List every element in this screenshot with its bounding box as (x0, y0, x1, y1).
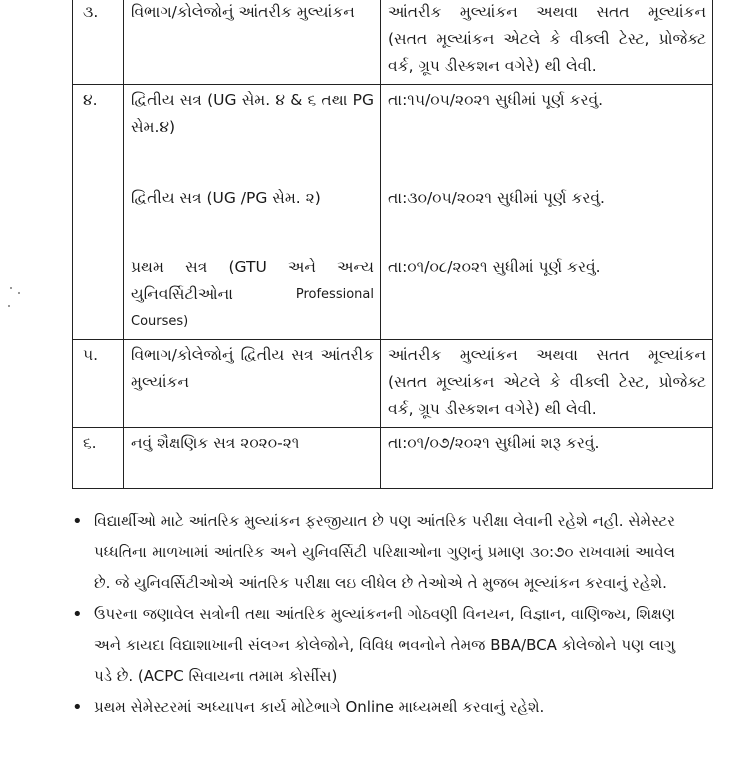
action-line: આંતરીક મુલ્યાંકન અથવા સતત મૂલ્યાંકન (388, 346, 706, 364)
item-line: મુલ્યાંકન (131, 373, 189, 391)
action-line: (સતત મૂલ્યાંકન એટલે કે વીક્લી ટેસ્ટ, પ્રોજેક્ટ (388, 30, 706, 48)
row-number: ૪. (73, 85, 124, 340)
row-action (381, 428, 713, 489)
list-item (70, 692, 675, 723)
item-line: દ્વિતીય સત્ર (UG /PG સેમ. ૨) (131, 189, 321, 207)
action-line: તા:૧૫/૦૫/૨૦૨૧ સુધીમાં પૂર્ણ કરવું. (388, 91, 604, 109)
item-line: સેમ.૪) (131, 118, 176, 136)
row-action (381, 85, 713, 340)
action-line: વર્ક, ગ્રૂપ ડીસ્કશન વગેરે) થી લેવી. (388, 400, 597, 418)
row-item (124, 85, 381, 340)
item-line: વિભાગ/કોલેજોનું આંતરીક મુલ્યાંકન (131, 3, 355, 21)
row-item (124, 340, 381, 428)
row-number: ૩. (73, 0, 124, 85)
list-item (70, 599, 675, 692)
action-line: વર્ક, ગ્રૂપ ડીસ્કશન વગેરે) થી લેવી. (388, 57, 597, 75)
action-line: તા:૦૧/૦૮/૨૦૨૧ સુધીમાં પૂર્ણ કરવું. (388, 258, 601, 276)
schedule-table (72, 0, 713, 489)
row-action (381, 340, 713, 428)
row-item (124, 428, 381, 489)
action-line: તા:૩૦/૦૫/૨૦૨૧ સુધીમાં પૂર્ણ કરવું. (388, 189, 605, 207)
notes-list (70, 506, 675, 723)
row-item (124, 0, 381, 85)
row-action (381, 0, 713, 85)
table-row (73, 85, 713, 340)
item-line: વિભાગ/કોલેજોનું દ્વિતીય સત્ર આંતરીક (131, 346, 374, 364)
item-line: Courses) (131, 314, 189, 329)
action-line: આંતરીક મુલ્યાંકન અથવા સતત મૂલ્યાંકન (388, 3, 706, 21)
item-line: પ્રથમ સત્ર (GTU અને અન્ય (131, 258, 374, 276)
action-line: તા:૦૧/૦૭/૨૦૨૧ સુધીમાં શરૂ કરવું. (388, 434, 600, 452)
note-text: ઉપરના જણાવેલ સત્રોની તથા આંતરિક મુલ્યાંકનની ગોઠવણી વિનયન, વિજ્ઞાન, વાણિજ્ય, શિક્ષણ અને કાયદા વિદ્યાશાખાની સંલગ્ન કોલેજોને, વિવિધ ભવનોને તેમજ BBA/BCA કોલેજોને પણ લાગુ પડે છે. (ACPC સિવાયના તમામ કોર્સીસ) (94, 605, 675, 685)
note-text: પ્રથમ સેમેસ્ટરમાં અધ્યાપન કાર્ય મોટેભાગે Online માધ્યમથી કરવાનું રહેશે. (94, 698, 545, 716)
table-row (73, 340, 713, 428)
scan-speck (8, 305, 10, 307)
scan-speck (10, 287, 12, 289)
table-row (73, 0, 713, 85)
item-line: યુનિવર્સિટીઓના Professional (131, 285, 374, 303)
row-number: ૬. (73, 428, 124, 489)
bullet-icon: • (72, 604, 83, 625)
note-text: વિદ્યાર્થીઓ માટે આંતરિક મુલ્યાંકન ફરજીયાત છે પણ આંતરિક પરીક્ષા લેવાની રહેશે નહી. સેમેસ્ટર પધ્ધતિના માળખામાં આંતરિક અને યુનિવર્સિટી પરિક્ષાઓના ગુણનું પ્રમાણ ૩૦:૭૦ રાખવામાં આવેલ છે. જે યુનિવર્સિટીઓએ આંતરિક પરીક્ષા લઇ લીધેલ છે તેઓએ તે મુજબ મૂલ્યાંકન કરવાનું રહેશે. (94, 512, 675, 592)
bullet-icon: • (72, 511, 83, 532)
scan-speck (18, 292, 20, 294)
item-line: દ્વિતીય સત્ર (UG સેમ. ૪ & ૬ તથા PG (131, 91, 374, 109)
row-number: ૫. (73, 340, 124, 428)
action-line: (સતત મૂલ્યાંકન એટલે કે વીક્લી ટેસ્ટ, પ્રોજેક્ટ (388, 373, 706, 391)
bullet-icon: • (72, 697, 83, 718)
list-item (70, 506, 675, 599)
item-line: નવું શૈક્ષણિક સત્ર ૨૦૨૦-૨૧ (131, 434, 300, 452)
table-row (73, 428, 713, 489)
